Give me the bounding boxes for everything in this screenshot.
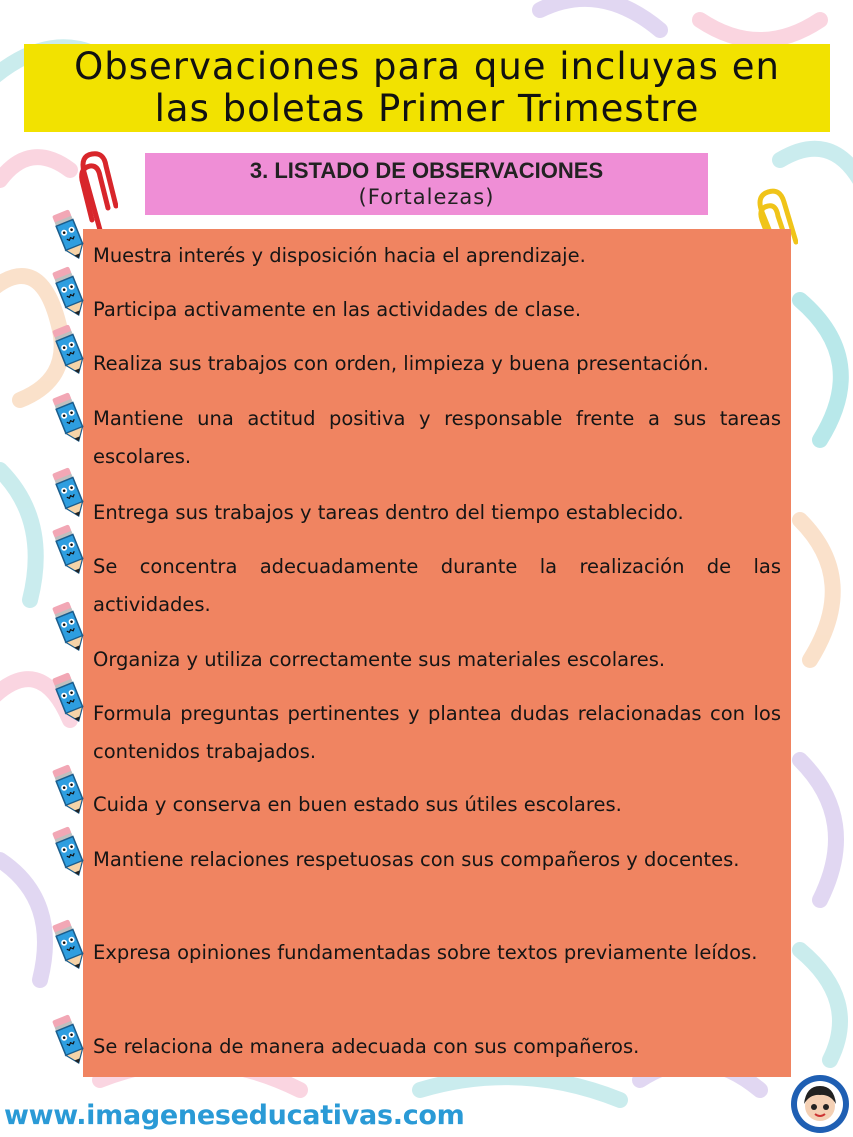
pencil-bullet-icon bbox=[48, 760, 90, 818]
page-title bbox=[24, 44, 830, 132]
pencil-bullet-icon bbox=[48, 320, 90, 378]
pencil-bullet-icon bbox=[48, 520, 90, 578]
section-heading-box bbox=[145, 153, 708, 215]
pencil-bullet-icon bbox=[48, 668, 90, 726]
footer-url-text: www.imageneseducativas.com bbox=[4, 1100, 465, 1131]
observation-item: Mantiene una actitud positiva y responsable frente a sus tareas escolares. bbox=[93, 407, 781, 468]
observation-item: Realiza sus trabajos con orden, limpieza y buena presentación. bbox=[93, 352, 709, 375]
pencil-bullet-icon bbox=[48, 822, 90, 880]
observation-item: Entrega sus trabajos y tareas dentro del tiempo establecido. bbox=[93, 501, 684, 524]
pencil-bullet-icon bbox=[48, 388, 90, 446]
pencil-bullet-icon bbox=[48, 463, 90, 521]
brand-logo-icon bbox=[790, 1074, 850, 1134]
pencil-bullet-icon bbox=[48, 597, 90, 655]
observation-item: Mantiene relaciones respetuosas con sus compañeros y docentes. bbox=[93, 848, 740, 871]
pencil-bullet-icon bbox=[48, 1010, 90, 1068]
footer-url[interactable] bbox=[4, 1100, 465, 1131]
title-line-1: Observaciones para que incluyas en bbox=[74, 45, 780, 88]
title-line-2: las boletas Primer Trimestre bbox=[154, 87, 700, 130]
observation-item: Se concentra adecuadamente durante la realización de las actividades. bbox=[93, 555, 781, 616]
observation-item: Formula preguntas pertinentes y plantea dudas relacionadas con los contenidos trabajados. bbox=[93, 702, 781, 763]
observation-item: Participa activamente en las actividades de clase. bbox=[93, 298, 582, 321]
observation-item: Expresa opiniones fundamentadas sobre textos previamente leídos. bbox=[93, 941, 758, 964]
pencil-bullet-icon bbox=[48, 262, 90, 320]
pencil-bullet-icon bbox=[48, 205, 90, 263]
section-subheading: (Fortalezas) bbox=[358, 185, 495, 209]
observation-item: Organiza y utiliza correctamente sus materiales escolares. bbox=[93, 648, 666, 671]
observation-item: Cuida y conserva en buen estado sus útiles escolares. bbox=[93, 793, 622, 816]
section-heading: 3. LISTADO DE OBSERVACIONES bbox=[249, 158, 604, 183]
pencil-bullet-icon bbox=[48, 915, 90, 973]
observation-item: Se relaciona de manera adecuada con sus compañeros. bbox=[93, 1035, 640, 1058]
observation-item: Muestra interés y disposición hacia el aprendizaje. bbox=[93, 244, 586, 267]
